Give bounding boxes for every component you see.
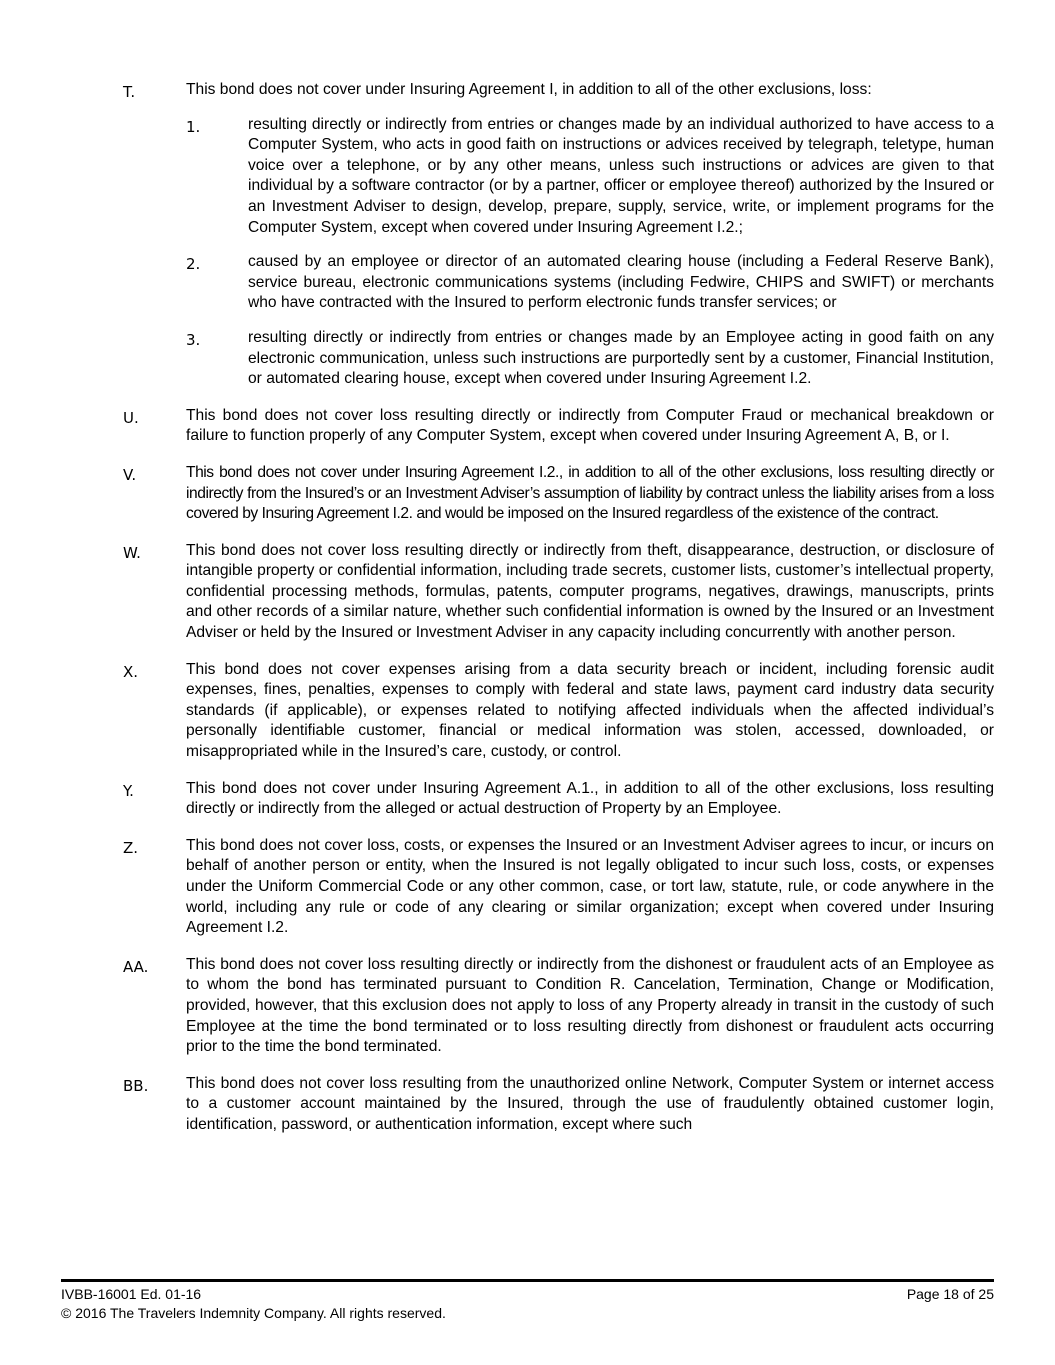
exclusion-text: This bond does not cover loss resulting directly or indirectly from theft, disappearance, destruction, or disclosure of intangible property or confidential information, including trade secrets, customer lists, customer’s intellectual property, confidential processing methods, formulas, patents, computer programs, negatives, drawings, manuscripts, prints and other records of a similar nature, whether such confidential information is owned by the Insured or an Investment Adviser or held by the Insured or Investment Adviser in any capacity including concurrently with another person. [186, 541, 994, 642]
exclusion-text: This bond does not cover under Insuring Agreement A.1., in addition to all of the other exclusions, loss resulting directly or indirectly from the alleged or actual destruction of Property by an Employee. [186, 779, 994, 818]
exclusion-aa [123, 955, 994, 1058]
page-footer [61, 1285, 994, 1323]
exclusion-label: BB. [123, 1076, 149, 1095]
copyright-notice: © 2016 The Travelers Indemnity Company. All rights reserved. [61, 1305, 446, 1321]
exclusion-label: Z. [123, 838, 139, 857]
exclusion-text: This bond does not cover under Insuring Agreement I.2., in addition to all of the other exclusions, loss resulting directly or indirectly from the Insured’s or an Investment Adviser’s assumption of liability by contract unless the liability arises from a loss covered by Insuring Agreement I.2. and would be imposed on the Insured regardless of the existence of the contract. [186, 463, 994, 523]
exclusion-y [123, 779, 994, 820]
exclusion-z [123, 836, 994, 939]
form-number: IVBB-16001 Ed. 01-16 [61, 1286, 202, 1302]
exclusion-u [123, 406, 994, 447]
exclusion-v [123, 463, 994, 525]
footer-divider [61, 1279, 994, 1282]
exclusion-label: X. [123, 662, 139, 681]
exclusion-label: V. [123, 465, 137, 484]
exclusion-label: Y. [123, 781, 134, 800]
exclusion-intro: This bond does not cover under Insuring Agreement I, in addition to all of the other exclusions, loss: [186, 81, 872, 98]
sub-item [186, 115, 994, 239]
sub-item-label: 2. [186, 255, 201, 274]
sub-item-text: caused by an employee or director of an automated clearing house (including a Federal Reserve Bank), service bureau, electronic communications systems (including Fedwire, CHIPS and SWIFT) or merchants who have contracted with the Insured to perform electronic funds transfer services; or [248, 253, 994, 312]
exclusion-bb [123, 1074, 994, 1136]
exclusion-t [123, 80, 994, 390]
footer-row [61, 1285, 994, 1304]
sub-item [186, 252, 994, 314]
exclusion-label: T. [123, 83, 136, 101]
sub-item-label: 1. [186, 117, 201, 136]
sub-item-label: 3. [186, 330, 201, 349]
exclusion-x [123, 660, 994, 763]
exclusion-text: This bond does not cover expenses arising from a data security breach or incident, including forensic audit expenses, fines, penalties, expenses to comply with federal and state laws, payment card industry data security standards (if applicable), or expenses related to notifying affected individuals when the affected individual’s personally identifiable customer, financial or medical information was stolen, accessed, downloaded, or misappropriated while in the Insured’s care, custody, or control. [186, 660, 994, 761]
exclusion-text: This bond does not cover loss resulting directly or indirectly from the dishonest or fraudulent acts of an Employee as to whom the bond has terminated pursuant to Condition R. Cancelation, Termination, Change or Modification, provided, however, that this exclusion does not apply to loss of any Property already in transit in the custody of such Employee at the time the bond terminated or to loss resulting directly from dishonest or fraudulent acts occurring prior to the time the bond terminated. [186, 955, 994, 1056]
exclusion-label: AA. [123, 957, 149, 976]
exclusion-content [186, 80, 994, 390]
page-number: Page 18 of 25 [906, 1286, 994, 1302]
sub-item [186, 328, 994, 390]
document-body [123, 80, 994, 1136]
exclusion-w [123, 541, 994, 644]
exclusion-label: U. [123, 408, 139, 427]
exclusion-text: This bond does not cover loss resulting from the unauthorized online Network, Computer System or internet access to a customer account maintained by the Insured, through the use of fraudulently obtained customer login, identification, password, or authentication information, except where such [186, 1074, 994, 1133]
sub-item-text: resulting directly or indirectly from entries or changes made by an individual authorized to have access to a Computer System, who acts in good faith on instructions or advices received by telegraph, teletype, human voice over a telephone, or by any other means, unless such instructions or advices are given to that individual by a software contractor (or by a partner, officer or employee thereof) authorized by the Insured or an Investment Adviser to design, develop, prepare, supply, service, write, or implement programs for the Computer System, except when covered under Insuring Agreement I.2.; [248, 115, 994, 236]
exclusion-label: W. [123, 543, 141, 562]
exclusion-text: This bond does not cover loss, costs, or expenses the Insured or an Investment Adviser agrees to incur, or incurs on behalf of another person or entity, when the Insured is not legally obligated to incur such loss, costs, or expenses under the Uniform Commercial Code or any other common, case, or tort law, statute, rule, or code anywhere in the world, including any rule or code of any clearing or similar organization; except when covered under Insuring Agreement I.2. [186, 836, 994, 937]
exclusion-text: This bond does not cover loss resulting directly or indirectly from Computer Fraud or mechanical breakdown or failure to function properly of any Computer System, except when covered under Insuring Agreement A, B, or I. [186, 406, 994, 445]
sub-item-text: resulting directly or indirectly from entries or changes made by an Employee acting in good faith on any electronic communication, unless such instructions are purportedly sent by a customer, Financial Institution, or automated clearing house, except when covered under Insuring Agreement I.2. [248, 328, 994, 388]
